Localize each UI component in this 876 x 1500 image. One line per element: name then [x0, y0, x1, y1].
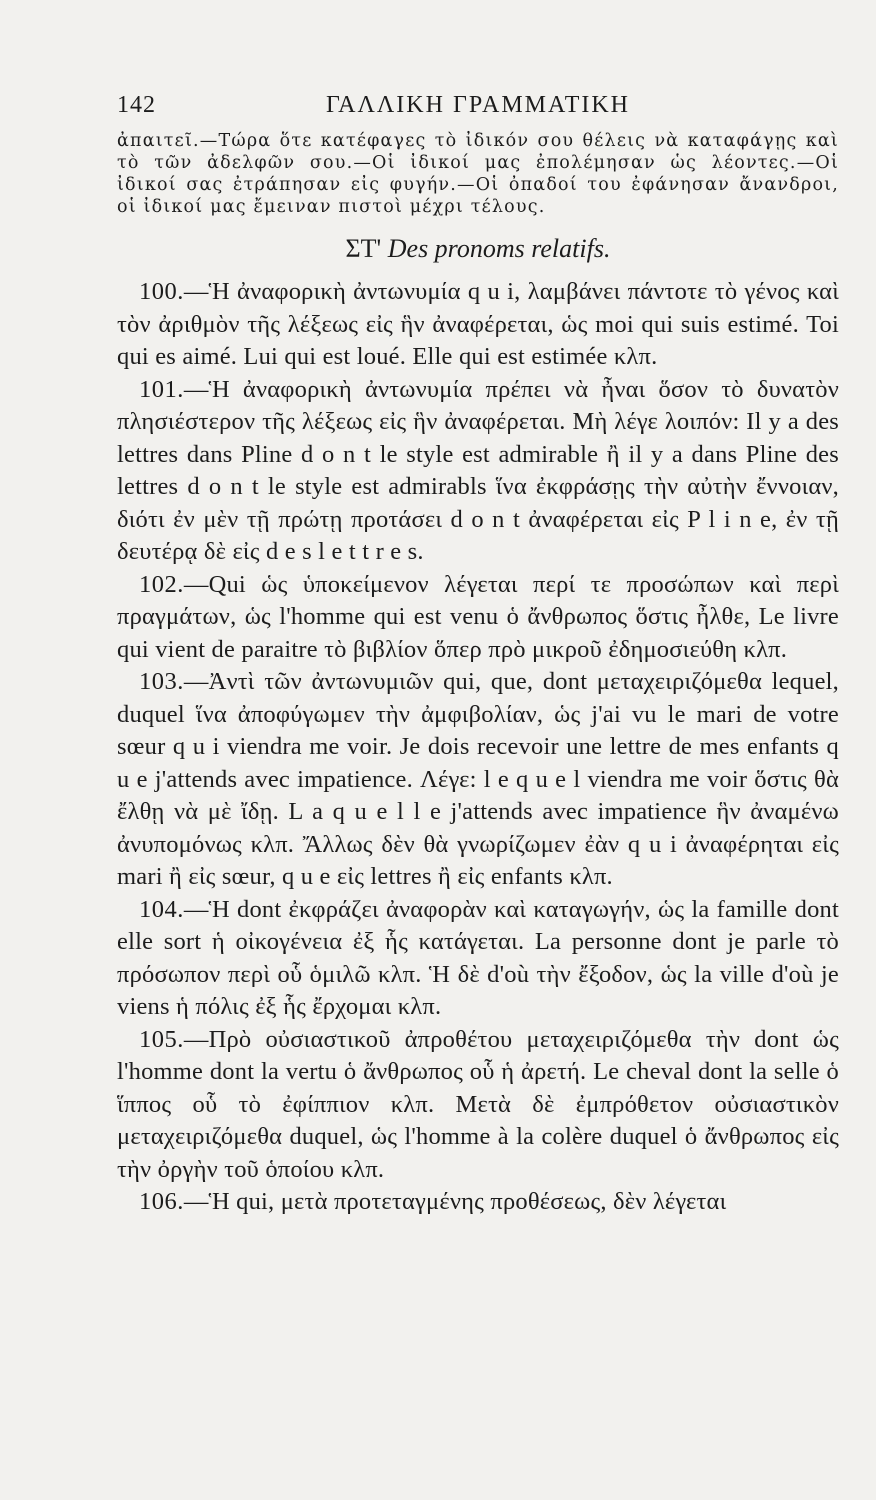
paragraph-number: 102.	[139, 570, 184, 598]
paragraph-106	[117, 1186, 839, 1219]
paragraph-101	[117, 374, 839, 569]
paragraph-number: 106.	[139, 1188, 184, 1215]
paragraph-number: 101.	[139, 375, 184, 403]
section-number: ΣΤ'	[345, 234, 382, 263]
paragraph-102	[117, 569, 839, 667]
paragraph-number: 104.	[139, 895, 184, 923]
running-title: ΓΑΛΛΙΚΗ ΓΡΑΜΜΑΤΙΚΗ	[325, 92, 631, 118]
paragraph-text: —Ἡ qui, μετὰ προτεταγμένης προθέσεως, δὲν λέγεται	[183, 1188, 727, 1215]
section-heading	[117, 232, 839, 266]
paragraph-number: 105.	[139, 1025, 184, 1053]
intro-text: ἀπαιτεῖ.—Τώρα ὅτε κατέφαγες τὸ ἰδικόν σου θέλεις νὰ καταφάγῃς καὶ τὸ τῶν ἀδελφῶν σου.—Οἱ ἰδικοί μας ἐπολέμησαν ὡς λέοντες.—Οἱ ἰδικοί σας ἐτράπησαν εἰς φυγήν.—Οἱ ὀπαδοί του ἐφάνησαν ἄνανδροι, οἱ ἰδικοί μας ἔμειναν πιστοὶ μέχρι τέλους.	[117, 131, 839, 217]
paragraph-103	[117, 666, 839, 894]
paragraph-text: —Πρὸ οὐσιαστικοῦ ἀπροθέτου μεταχειριζόμεθα τὴν dont ὡς l'homme dont la vertu ὁ ἄνθρωπος οὗ ἡ ἀρετή. Le cheval dont la selle ὁ ἵππος οὗ τὸ ἐφίππιον κλπ. Μετὰ δὲ ἐμπρόθετον οὐσιαστικὸν μεταχειριζόμεθα duquel, ὡς l'homme à la colère duquel ὁ ἄνθρωπος εἰς τὴν ὀργὴν τοῦ ὁποίου κλπ.	[117, 1025, 839, 1183]
paragraph-number: 100.	[139, 278, 184, 305]
paragraph-100	[117, 276, 839, 374]
page-number: 142	[117, 92, 156, 118]
paragraph-text: —Ἡ ἀναφορικὴ ἀντωνυμία πρέπει νὰ ἦναι ὅσον τὸ δυνατὸν πλησιέστερον τῆς λέξεως εἰς ἣν ἀναφέρεται. Μὴ λέγε λοιπόν: Il y a des lettres dans Pline d o n t le style est admirable ἢ il y a dans Pline des lettres d o n t le style est admirabls ἵνα ἐκφράσῃς τὴν αὐτὴν ἔννοιαν, διότι ἐν μὲν τῇ πρώτῃ προτάσει d o n t ἀναφέρεται εἰς P l i n e, ἐν τῇ δευτέρᾳ δὲ εἰς d e s l e t t r e s.	[117, 375, 839, 565]
paragraph-number: 103.	[139, 668, 184, 695]
text-block	[117, 92, 839, 1219]
paragraph-text: —Ἡ ἀναφορικὴ ἀντωνυμία q u i, λαμβάνει πάντοτε τὸ γένος καὶ τὸν ἀριθμὸν τῆς λέξεως εἰς ἣν ἀναφέρεται, ὡς moi qui suis estimé. Toi qui es aimé. Lui qui est loué. Elle qui est estimée κλπ.	[117, 278, 839, 370]
paragraph-text: —Ἡ dont ἐκφράζει ἀναφορὰν καὶ καταγωγήν, ὡς la famille dont elle sort ἡ οἰκογένεια ἐξ ἧς κατάγεται. La personne dont je parle τὸ πρόσωπον περὶ οὗ ὁμιλῶ κλπ. Ἡ δὲ d'où τὴν ἔξοδον, ὡς la ville d'où je viens ἡ πόλις ἐξ ἧς ἔρχομαι κλπ.	[117, 895, 839, 1020]
paragraph-105	[117, 1024, 839, 1187]
running-head	[117, 92, 839, 130]
paragraph-text: —Ἀντὶ τῶν ἀντωνυμιῶν qui, que, dont μεταχειριζόμεθα lequel, duquel ἵνα ἀποφύγωμεν τὴν ἀμφιβολίαν, ὡς j'ai vu le mari de votre sœur q u i viendra me voir. Je dois recevoir une lettre de mes enfants q u e j'attends avec impatience. Λέγε: l e q u e l viendra me voir ὅστις θὰ ἔλθῃ νὰ μὲ ἴδῃ. L a q u e l l e j'attends avec impatience ἣν ἀναμένω ἀνυπομόνως κλπ. Ἄλλως δὲν θὰ γνωρίζωμεν ἐὰν q u i ἀναφέρηται εἰς mari ἢ εἰς sœur, q u e εἰς lettres ἢ εἰς enfants κλπ.	[117, 668, 839, 890]
paragraph-104	[117, 894, 839, 1024]
section-title: Des pronoms relatifs.	[387, 234, 611, 263]
paragraph-text: —Qui ὡς ὑποκείμενον λέγεται περί τε προσώπων καὶ περὶ πραγμάτων, ὡς l'homme qui est venu ὁ ἄνθρωπος ὅστις ἦλθε, Le livre qui vient de paraitre τὸ βιβλίον ὅπερ πρὸ μικροῦ ἐδημοσιεύθη κλπ.	[117, 570, 839, 663]
